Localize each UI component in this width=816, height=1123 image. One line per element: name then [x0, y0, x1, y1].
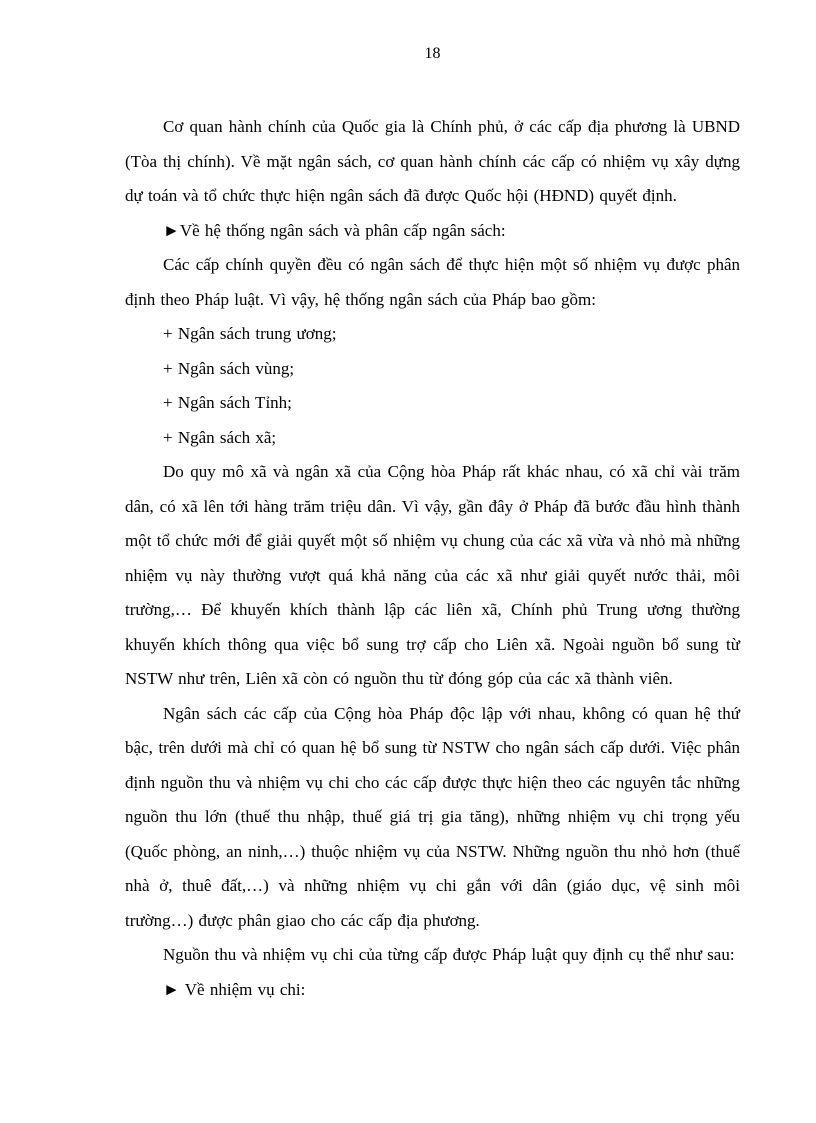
list-item-province-budget: + Ngân sách Tỉnh; — [163, 393, 292, 412]
page-number: 18 — [424, 45, 441, 62]
heading-budget-system: ►Về hệ thống ngân sách và phân cấp ngân sách: — [163, 220, 506, 240]
list-item-commune-budget: + Ngân sách xã; — [163, 427, 277, 447]
list-item-region-budget: + Ngân sách vùng; — [163, 358, 295, 378]
paragraph-budget-independence: Ngân sách các cấp của Cộng hòa Pháp độc lập với nhau, không có quan hệ thứ bậc, trên dưới mà chỉ có quan hệ bổ sung từ NSTW cho ngân sách cấp dưới. Việc phân định nguồn thu và nhiệm vụ chi cho các cấp được thực hiện theo các nguyên tắc những nguồn thu lớn (thuế thu nhập, thuế giá trị gia tăng), những nhiệm vụ chi trọng yếu (Quốc phòng, an ninh,…) thuộc nhiệm vụ của NSTW. Những nguồn thu nhỏ hơn (thuế nhà ở, thuê đất,…) và những nhiệm vụ chi gắn với dân (giáo dục, vệ sinh môi trường…) được phân giao cho các cấp địa phương. — [125, 703, 740, 930]
heading-spending-duties: ► Về nhiệm vụ chi: — [163, 979, 306, 999]
document-body — [125, 110, 740, 1007]
paragraph-commune-scale: Do quy mô xã và ngân xã của Cộng hòa Pháp rất khác nhau, có xã chỉ vài trăm dân, có xã lên tới hàng trăm triệu dân. Vì vậy, gần đây ở Pháp đã bước đầu hình thành một tổ chức mới để giải quyết một số nhiệm vụ chung của các xã vừa và nhỏ mà những nhiệm vụ này thường vượt quá khả năng của các xã như giải quyết nước thải, môi trường,… Để khuyến khích thành lập các liên xã, Chính phủ Trung ương thường khuyến khích thông qua việc bổ sung trợ cấp cho Liên xã. Ngoài nguồn bổ sung từ NSTW như trên, Liên xã còn có nguồn thu từ đóng góp của các xã thành viên. — [125, 462, 740, 688]
paragraph-administration: Cơ quan hành chính của Quốc gia là Chính phủ, ở các cấp địa phương là UBND (Tòa thị chính). Về mặt ngân sách, cơ quan hành chính các cấp có nhiệm vụ xây dựng dự toán và tổ chức thực hiện ngân sách đã được Quốc hội (HĐND) quyết định. — [125, 117, 740, 205]
list-item-central-budget: + Ngân sách trung ương; — [163, 324, 337, 343]
paragraph-law-definition: Nguồn thu và nhiệm vụ chi của từng cấp được Pháp luật quy định cụ thể như sau: — [163, 945, 735, 964]
paragraph-budget-levels: Các cấp chính quyền đều có ngân sách để thực hiện một số nhiệm vụ được phân định theo Pháp luật. Vì vậy, hệ thống ngân sách của Pháp bao gồm: — [125, 255, 740, 309]
